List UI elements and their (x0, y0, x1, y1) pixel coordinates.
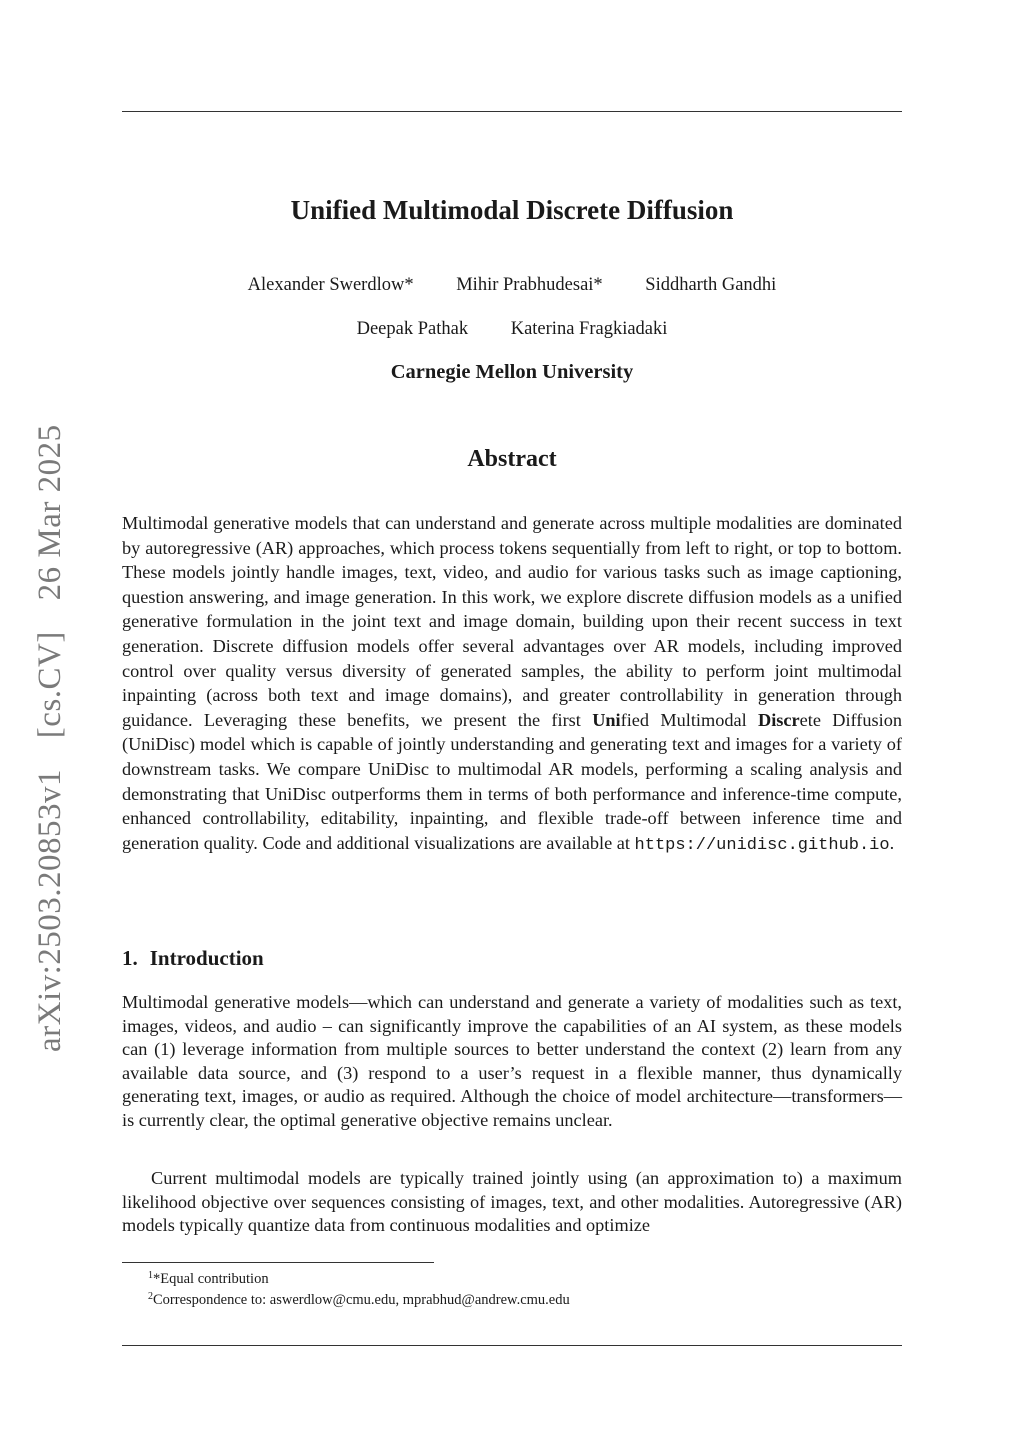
header-rule (122, 111, 902, 112)
abstract-text: . (889, 832, 895, 853)
affiliation: Carnegie Mellon University (390, 361, 634, 383)
abstract-text: Multimodal generative models that can understand and generate across multiple modalities are dominated by autoregressive (AR) approaches, which process tokens sequentially from left to right, or top to bottom. These models jointly handle images, text, video, and audio for various tasks such as image captioning, question answering, and image generation. In this work, we explore discrete diffusion models as a unified generative formulation in the joint text and image domain, building upon their recent success in text generation. Discrete diffusion models offer several advantages over AR models, including improved control over quality versus diversity of generated samples, the ability to perform joint multimodal inpainting (across both text and image domains), and greater controllability in generation through guidance. Leveraging these benefits, we present the first (122, 513, 902, 730)
section-heading-introduction (122, 946, 264, 971)
footnote-2 (148, 1287, 570, 1310)
author-name: Siddharth Gandhi (645, 275, 777, 295)
paper-title: Unified Multimodal Discrete Diffusion (290, 195, 734, 225)
footnote-mark: 1 (148, 1270, 153, 1281)
footnote-text: Correspondence to: aswerdlow@cmu.edu, mprabhud@andrew.cmu.edu (153, 1292, 570, 1308)
authors-row-2 (122, 319, 902, 340)
footnote-text: *Equal contribution (153, 1271, 269, 1287)
arxiv-id: arXiv:2503.20853v1 (32, 768, 68, 1052)
arxiv-category: [cs.CV] (32, 631, 68, 739)
abstract-body (122, 511, 902, 858)
abstract-bold-uni: Uni (592, 709, 621, 730)
footer-rule (122, 1345, 902, 1346)
footnote-rule (122, 1262, 434, 1263)
intro-paragraph-2: Current multimodal models are typically trained jointly using (an approximation to) a maximum likelihood objective over sequences consisting of images, text, and other modalities. Autoregressive (AR) models typically quantize data from continuous modalities and optimize (122, 1168, 902, 1236)
arxiv-date: 26 Mar 2025 (32, 424, 68, 601)
author-name: Deepak Pathak (356, 319, 469, 339)
abstract-text: fied Multimodal (620, 709, 759, 730)
footnote-1 (148, 1266, 269, 1289)
author-name: Alexander Swerdlow* (247, 275, 414, 295)
abstract-heading: Abstract (467, 446, 557, 472)
author-name: Katerina Fragkiadaki (510, 319, 668, 339)
intro-paragraph-1: Multimodal generative models—which can understand and generate a variety of modalities such as text, images, videos, and audio – can significantly improve the capabilities of an AI system, as these models can (1) leverage information from multiple sources to better understand the context (2) learn from any available data source, and (3) respond to a user’s request in a flexible manner, thus dynamically generating text, images, or audio as required. Although the choice of model architecture—transformers—is currently clear, the optimal generative objective remains unclear. (122, 992, 902, 1130)
arxiv-sidebar-stamp (30, 424, 70, 1052)
abstract-bold-discr: Discr (758, 709, 800, 730)
section-title: Introduction (149, 946, 264, 970)
author-name: Mihir Prabhudesai* (456, 275, 603, 295)
authors-row-1 (122, 275, 902, 296)
project-url-link[interactable]: https://unidisc.github.io (634, 835, 890, 855)
footnote-mark: 2 (148, 1291, 153, 1302)
abstract-text: ete Diffusion (UniDisc) model which is capable of jointly understanding and generating text and images for a variety of downstream tasks. We compare UniDisc to multimodal AR models, performing a scaling analysis and demonstrating that UniDisc outperforms them in terms of both performance and inference-time compute, enhanced controllability, editability, inpainting, and flexible trade-off between inference time and generation quality. Code and additional visualizations are available at (122, 709, 903, 853)
section-number: 1. (122, 946, 138, 970)
